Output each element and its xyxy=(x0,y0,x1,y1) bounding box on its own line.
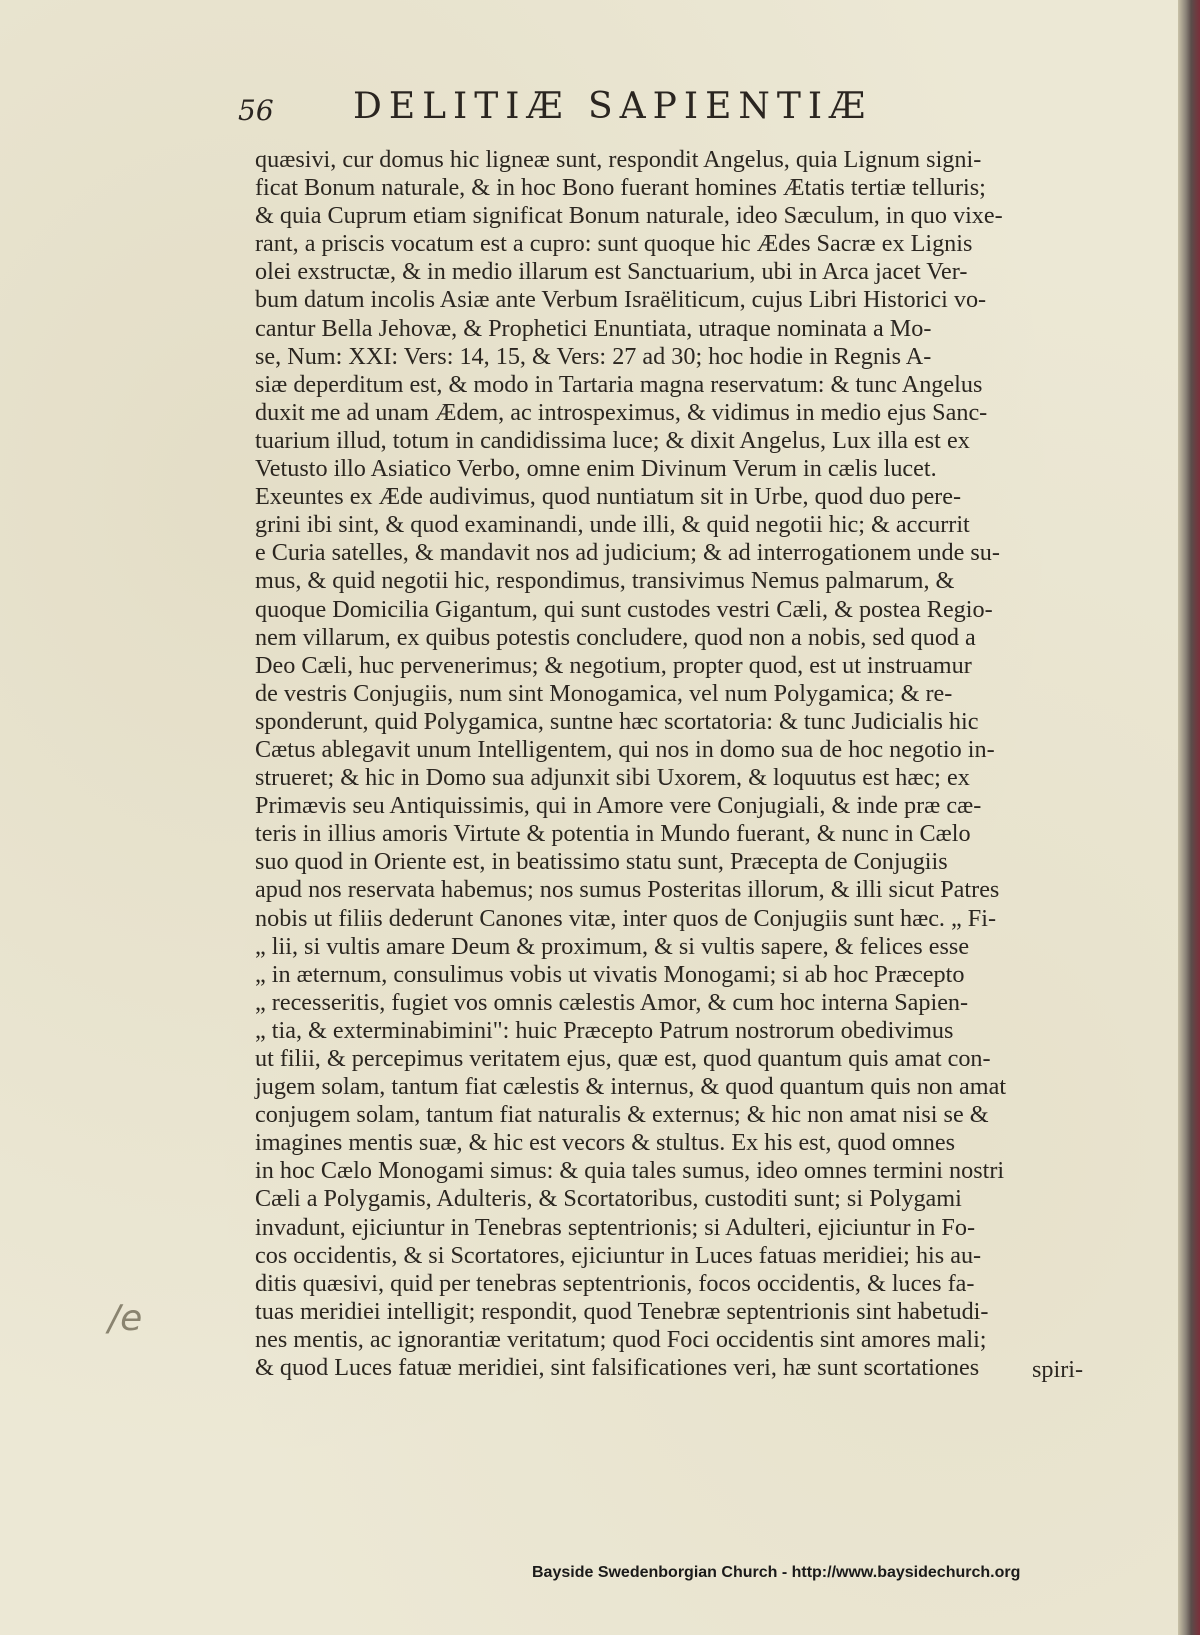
text-line: & quod Luces fatuæ meridiei, sint falsificationes veri, hæ sunt scortationes xyxy=(255,1354,980,1382)
text-line: quæsivi, cur domus hic ligneæ sunt, respondit Angelus, quia Lignum signi- xyxy=(255,146,982,173)
text-line: teris in illius amoris Virtute & potentia in Mundo fuerant, & nunc in Cælo xyxy=(255,820,971,848)
text-line: nem villarum, ex quibus potestis concludere, quod non a nobis, sed quod a xyxy=(255,623,976,651)
text-line: nobis ut filiis dederunt Canones vitæ, inter quos de Conjugiis sunt hæc. „ Fi- xyxy=(255,904,997,932)
text-line: bum datum incolis Asiæ ante Verbum Israëliticum, cujus Libri Historici vo- xyxy=(255,286,987,314)
text-line: conjugem solam, tantum fiat naturalis & externus; & hic non amat nisi se & xyxy=(255,1101,989,1129)
text-line: Primævis seu Antiquissimis, qui in Amore vere Conjugiali, & inde præ cæ- xyxy=(255,792,982,820)
text-line: ficat Bonum naturale, & in hoc Bono fuerant homines Ætatis tertiæ telluris; xyxy=(255,174,986,202)
text-line: quoque Domicilia Gigantum, qui sunt custodes vestri Cæli, & postea Regio- xyxy=(255,595,993,623)
text-line: Vetusto illo Asiatico Verbo, omne enim Divinum Verum in cælis lucet. xyxy=(255,455,937,483)
text-line: e Curia satelles, & mandavit nos ad judicium; & ad interrogationem unde su- xyxy=(255,539,1000,567)
text-line: se, Num: XXI: Vers: 14, 15, & Vers: 27 ad 30; hoc hodie in Regnis A- xyxy=(255,342,932,370)
text-line: cantur Bella Jehovæ, & Prophetici Enuntiata, utraque nominata a Mo- xyxy=(255,314,932,342)
text-line: Exeuntes ex Æde audivimus, quod nuntiatum sit in Urbe, quod duo pere- xyxy=(255,483,962,511)
text-line: jugem solam, tantum fiat cælestis & internus, & quod quantum quis non amat xyxy=(255,1073,1007,1101)
text-line: duxit me ad unam Ædem, ac introspeximus, & vidimus in medio ejus Sanc- xyxy=(255,398,988,426)
text-line: Deo Cæli, huc pervenerimus; & negotium, propter quod, est ut instruamur xyxy=(255,651,972,679)
catchword: spiri- xyxy=(1032,1356,1084,1383)
text-line: imagines mentis suæ, & hic est vecors & stultus. Ex his est, quod omnes xyxy=(255,1129,956,1157)
text-line: sponderunt, quid Polygamica, suntne hæc scortatoria: & tunc Judicialis hic xyxy=(255,707,979,735)
running-title: DELITIÆ SAPIENTIÆ xyxy=(353,86,873,127)
book-spine-edge xyxy=(1178,0,1200,1635)
text-line: mus, & quid negotii hic, respondimus, transivimus Nemus palmarum, & xyxy=(255,567,955,595)
text-line: siæ deperditum est, & modo in Tartaria magna reservatum: & tunc Angelus xyxy=(255,370,983,398)
text-line: tuas meridiei intelligit; respondit, quod Tenebræ septentrionis sint habetudi- xyxy=(255,1297,989,1325)
running-head xyxy=(238,86,998,136)
text-line: cos occidentis, & si Scortatores, ejiciuntur in Luces fatuas meridiei; his au- xyxy=(255,1241,982,1269)
body-text xyxy=(255,146,1079,1382)
text-line: ut filii, & percepimus veritatem ejus, quæ est, quod quantum quis amat con- xyxy=(255,1045,991,1072)
text-line: „ recesseritis, fugiet vos omnis cælestis Amor, & cum hoc interna Sapien- xyxy=(255,988,969,1016)
text-line: in hoc Cælo Monogami simus: & quia tales sumus, ideo omnes termini nostri xyxy=(255,1157,1005,1185)
margin-annotation: /e xyxy=(108,1298,143,1339)
text-line: invadunt, ejiciuntur in Tenebras septentrionis; si Adulteri, ejiciuntur in Fo- xyxy=(255,1213,976,1241)
text-line: Cætus ablegavit unum Intelligentem, qui nos in domo sua de hoc negotio in- xyxy=(255,735,995,763)
footer-credit: Bayside Swedenborgian Church - http://www.baysidechurch.org xyxy=(532,1564,1021,1581)
text-line: strueret; & hic in Domo sua adjunxit sibi Uxorem, & loquutus est hæc; ex xyxy=(255,764,970,792)
text-line: apud nos reservata habemus; nos sumus Posteritas illorum, & illi sicut Patres xyxy=(255,876,1000,904)
text-line: rant, a priscis vocatum est a cupro: sunt quoque hic Ædes Sacræ ex Lignis xyxy=(255,230,973,258)
text-line: Cæli a Polygamis, Adulteris, & Scortatoribus, custoditi sunt; si Polygami xyxy=(255,1185,962,1213)
text-line: „ tia, & exterminabimini": huic Præcepto Patrum nostrorum obedivimus xyxy=(255,1016,954,1044)
text-line: tuarium illud, totum in candidissima luce; & dixit Angelus, Lux illa est ex xyxy=(255,426,970,454)
text-line: „ in æternum, consulimus vobis ut vivatis Monogami; si ab hoc Præcepto xyxy=(255,960,965,988)
text-line: „ lii, si vultis amare Deum & proximum, & si vultis sapere, & felices esse xyxy=(255,932,970,960)
text-line: olei exstructæ, & in medio illarum est Sanctuarium, ubi in Arca jacet Ver- xyxy=(255,258,968,286)
text-line: & quia Cuprum etiam significat Bonum naturale, ideo Sæculum, in quo vixe- xyxy=(255,202,1003,230)
text-line: suo quod in Oriente est, in beatissimo statu sunt, Præcepta de Conjugiis xyxy=(255,848,948,876)
page-number: 56 xyxy=(238,94,274,127)
text-line: ditis quæsivi, quid per tenebras septentrionis, focos occidentis, & luces fa- xyxy=(255,1269,975,1297)
text-line: de vestris Conjugiis, num sint Monogamica, vel num Polygamica; & re- xyxy=(255,679,953,707)
text-line: nes mentis, ac ignorantiæ veritatum; quod Foci occidentis sint amores mali; xyxy=(255,1325,987,1353)
text-line: grini ibi sint, & quod examinandi, unde illi, & quid negotii hic; & accurrit xyxy=(255,511,970,539)
